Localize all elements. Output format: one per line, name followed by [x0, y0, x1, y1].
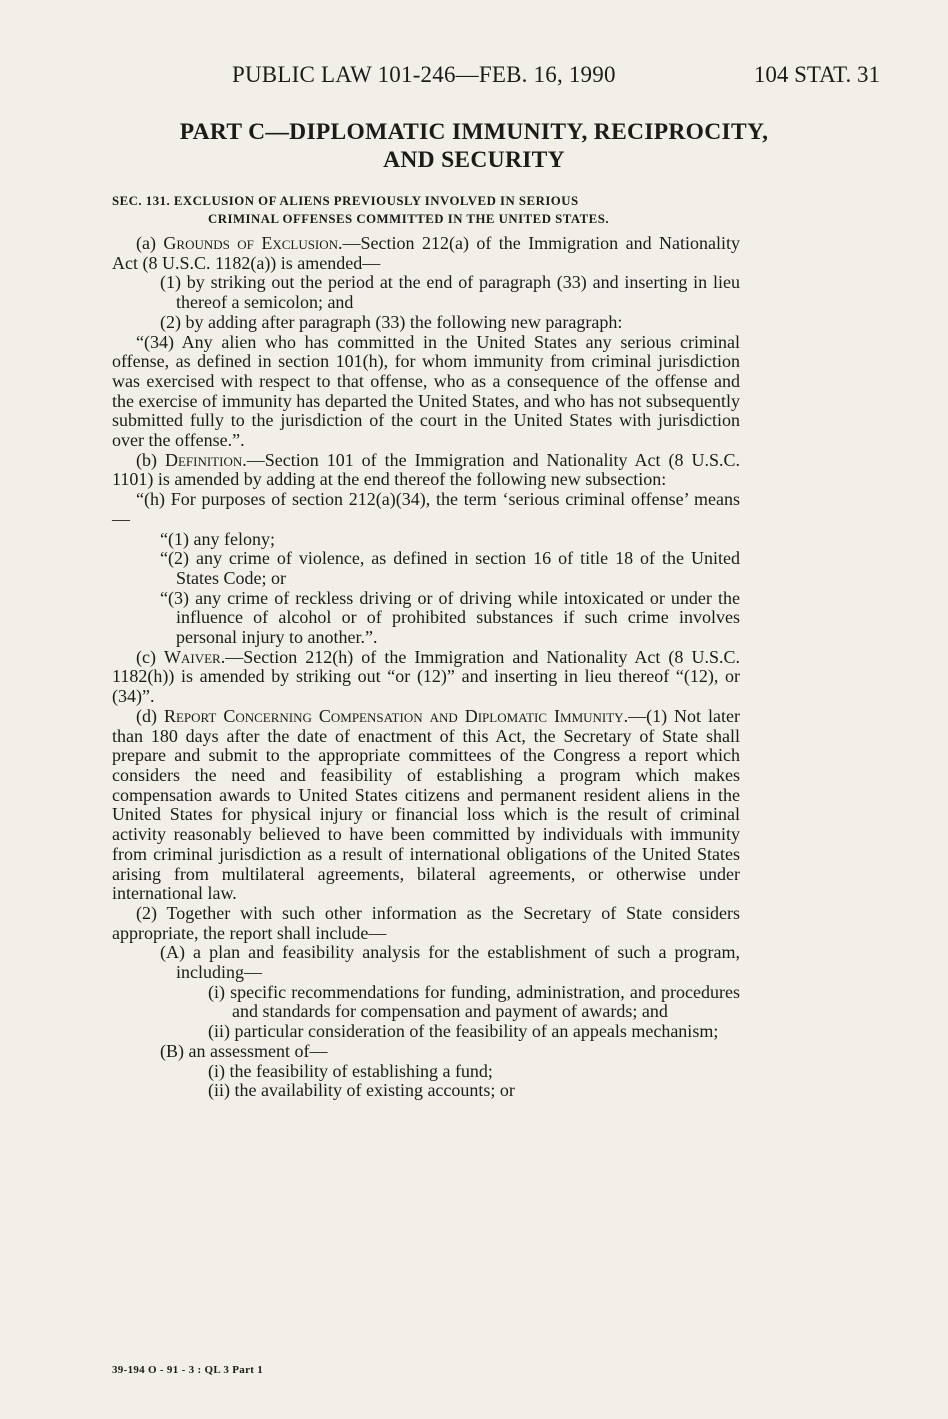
part-title — [100, 118, 848, 174]
new-paragraph-34: “(34) Any alien who has committed in the United States any serious criminal offense, as defined in section 101(h), for whom immunity from criminal jurisdiction was exercised with respect to that offense, who as a consequence of the offense and the exercise of immunity has departed the United States, and who has not subsequently submitted fully to the jurisdiction of the court in the United States with jurisdiction over the offense.”. — [112, 331, 740, 451]
paragraph-a-1: (1) by striking out the period at the end of paragraph (33) and inserting in lieu thereof a semicolon; and — [160, 272, 740, 313]
subsection-b — [112, 451, 740, 490]
subsection-d — [112, 707, 740, 904]
subsection-b-heading: Definition. — [164, 449, 247, 470]
clause-d-B-i: (i) the feasibility of establishing a fund; — [208, 1060, 493, 1081]
subsection-b-label: (b) — [136, 449, 165, 470]
subsection-a-text: —Section 212(a) of the Immigration and Nationality Act (8 U.S.C. 1182(a)) is amended— — [112, 233, 740, 273]
subparagraph-d-A: (A) a plan and feasibility analysis for the establishment of such a program, including— — [160, 942, 740, 983]
subsection-c-text: —Section 212(h) of the Immigration and Nationality Act (8 U.S.C. 1182(h)) is amended by striking out “or (12)” and inserting in lieu thereof “(12), or (34)”. — [112, 646, 740, 707]
subsection-d-label: (d) — [136, 705, 164, 726]
new-subsection-h: “(h) For purposes of section 212(a)(34), the term ‘serious criminal offense’ means— — [112, 489, 740, 529]
subsection-h-2: “(2) any crime of violence, as defined in section 16 of title 18 of the United States Code; or — [160, 548, 740, 588]
subsection-a-label: (a) — [136, 233, 164, 253]
subsection-h-3: “(3) any crime of reckless driving or of driving while intoxicated or under the influence of alcohol or of prohibited substances if such crime involves personal injury to another.”. — [160, 587, 740, 648]
subsection-d-heading: Report Concerning Compensation and Diplomatic Immunity. — [163, 705, 629, 726]
subsection-d-text: —(1) Not later than 180 days after the date of enactment of this Act, the Secretary of State shall prepare and submit to the appropriate committees of the Congress a report which considers the need and feasibility of establishing a program which makes compensation awards to United States citizens and permanent resident aliens in the United States for physical injury or financial loss which is the result of criminal activity reasonably believed to have been committed by individuals with immunity from criminal jurisdiction as a result of international obligations of the United States arising from multilateral agreements, bilateral agreements, or otherwise under international law. — [112, 705, 740, 904]
clause-d-B-ii: (ii) the availability of existing accounts; or — [208, 1080, 515, 1101]
part-title-line-1: PART C—DIPLOMATIC IMMUNITY, RECIPROCITY, — [179, 119, 769, 145]
section-body — [112, 234, 740, 1101]
section-heading-line-2: CRIMINAL OFFENSES COMMITTED IN THE UNITED STATES. — [208, 212, 610, 226]
public-law-citation: PUBLIC LAW 101-246—FEB. 16, 1990 — [232, 62, 616, 87]
paragraph-a-2: (2) by adding after paragraph (33) the following new paragraph: — [160, 311, 623, 332]
section-heading — [112, 192, 742, 228]
subparagraph-d-B: (B) an assessment of— — [160, 1040, 328, 1061]
clause-d-A-ii: (ii) particular consideration of the feasibility of an appeals mechanism; — [208, 1021, 719, 1042]
paragraph-d-2: (2) Together with such other information as the Secretary of State considers appropriate, the report shall include— — [112, 902, 740, 943]
print-code-footer: 39-194 O - 91 - 3 : QL 3 Part 1 — [112, 1364, 264, 1376]
clause-d-A-i: (i) specific recommendations for funding, administration, and procedures and standards for compensation and payment of awards; and — [208, 981, 740, 1022]
subsection-c-label: (c) — [136, 646, 165, 667]
subsection-c-heading: Waiver. — [164, 646, 226, 667]
statute-page-number: 104 STAT. 31 — [753, 62, 880, 87]
subsection-c — [112, 648, 740, 707]
subsection-h-1: “(1) any felony; — [160, 528, 275, 549]
part-title-line-2: AND SECURITY — [383, 147, 565, 173]
running-header — [0, 62, 948, 98]
subsection-a-heading: Grounds of Exclusion. — [163, 233, 343, 253]
subsection-b-text: —Section 101 of the Immigration and Nationality Act (8 U.S.C. 1101) is amended by adding at the end thereof the following new subsection: — [112, 449, 740, 490]
subsection-a — [112, 234, 740, 273]
section-heading-line-1: SEC. 131. EXCLUSION OF ALIENS PREVIOUSLY INVOLVED IN SERIOUS — [112, 194, 579, 208]
